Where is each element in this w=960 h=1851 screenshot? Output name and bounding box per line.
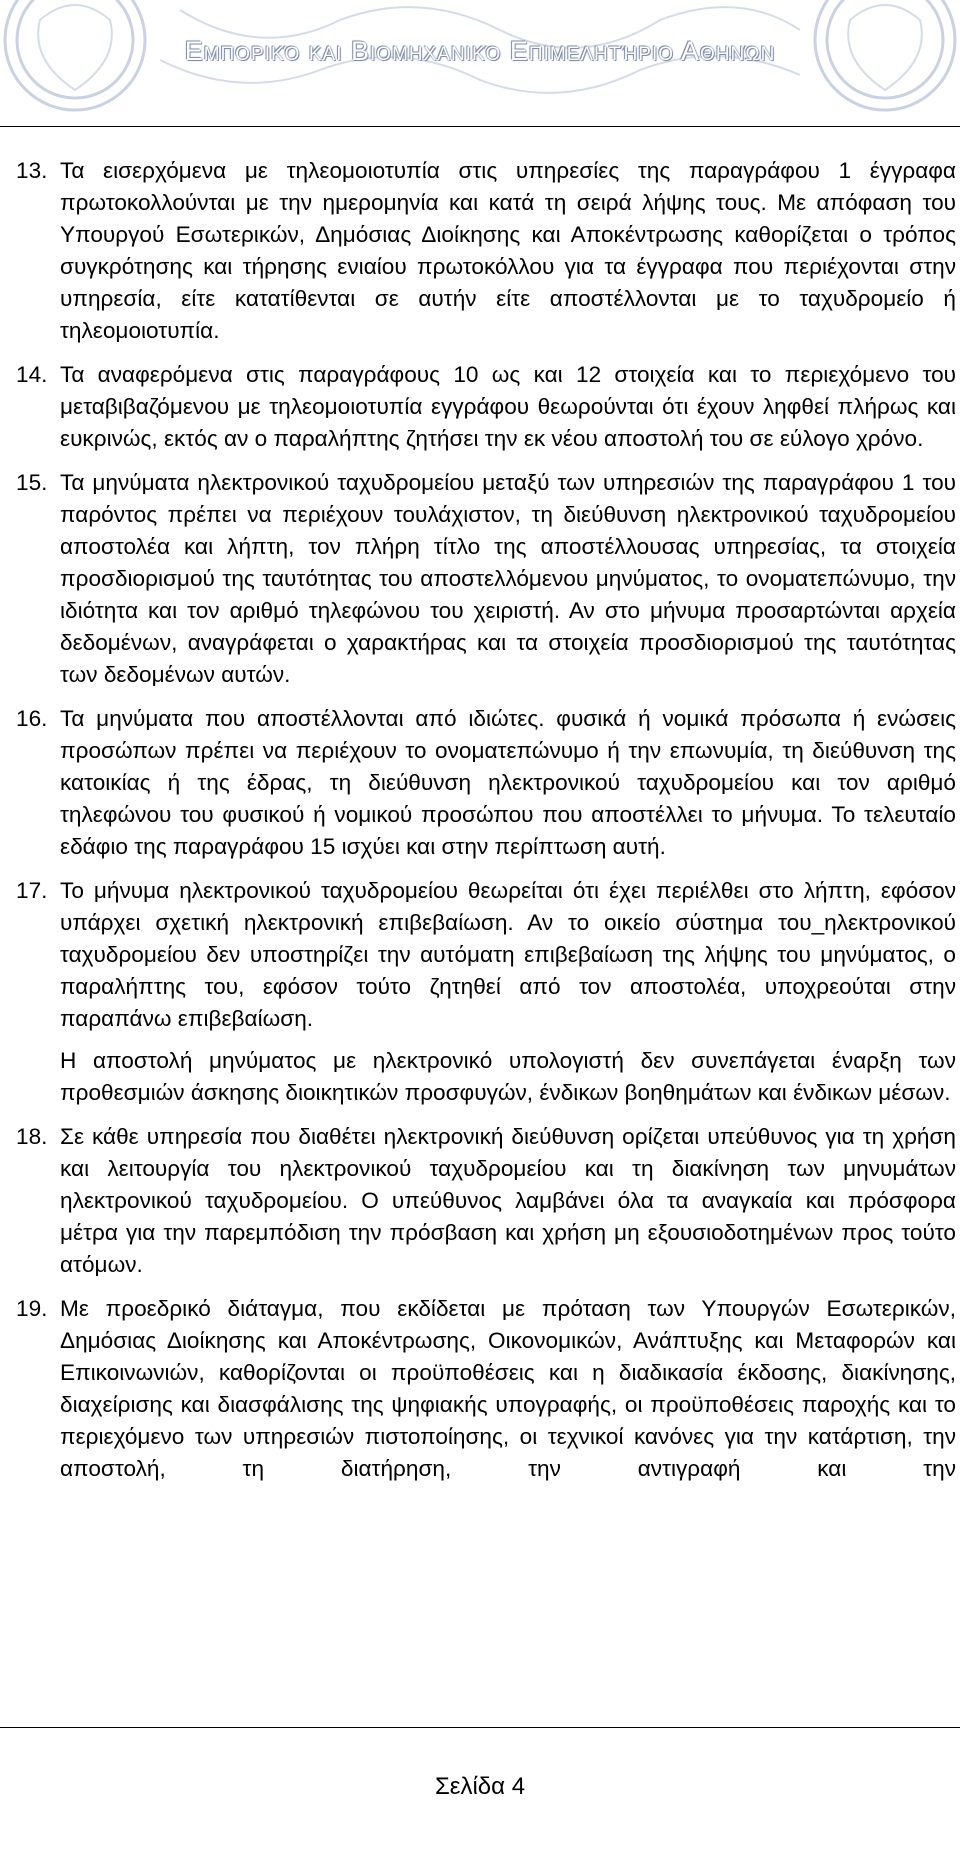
- item-number: 14.: [16, 362, 48, 387]
- item-continuation-text: Η αποστολή μηνύματος με ηλεκτρονικό υπολογιστή δεν συνεπάγεται έναρξη των προθεσμιών άσκησης διοικητικών προσφυγών, ένδικων βοηθημάτων και ένδικων μέσων.: [60, 1048, 956, 1105]
- item-number: 15.: [16, 470, 48, 495]
- item-text: Τα αναφερόμενα στις παραγράφους 10 ως και 12 στοιχεία και το περιεχόμενο του μεταβιβαζόμενου με τηλεομοιοτυπία εγγράφου θεωρούνται ότι έχουν ληφθεί πλήρως και ευκρινώς, εκτός αν ο παραλήπτης ζητήσει την εκ νέου αποστολή του σε εύλογο χρόνο.: [60, 362, 956, 451]
- item-text: Με προεδρικό διάταγμα, που εκδίδεται με πρόταση των Υπουργών Εσωτερικών, Δημόσιας Διοίκησης και Αποκέντρωσης, Οικονομικών, Ανάπτυξης και Μεταφορών και Επικοινωνιών, καθορίζονται οι προϋποθέσεις και η διαδικασία έκδοσης, διακίνησης, διαχείρισης και διασφάλισης της ψηφιακής υπογραφής, οι προϋποθέσεις παροχής και το περιεχόμενο των υπηρεσιών πιστοποίησης, οι τεχνικοί κανόνες για την κατάρτιση, την αποστολή, τη διατήρηση, την αντιγραφή και την: [60, 1296, 956, 1481]
- item-text: Τα μηνύματα ηλεκτρονικού ταχυδρομείου μεταξύ των υπηρεσιών της παραγράφου 1 του παρόντος πρέπει να περιέχουν τουλάχιστον, τη διεύθυνση ηλεκτρονικού ταχυδρομείου αποστολέα και λήπτη, τον πλήρη τίτλο της αποστέλλουσας υπηρεσίας, τα στοιχεία προσδιορισμού της ταυτότητας του αποστελλόμενου μηνύματος, το ονοματεπώνυμο, την ιδιότητα και τον αριθμό τηλεφώνου του χειριστή. Αν στο μήνυμα προσαρτώνται αρχεία δεδομένων, αναγράφεται ο χαρακτήρας και τα στοιχεία προσδιορισμού της ταυτότητας των δεδομένων αυτών.: [60, 470, 956, 687]
- item-text: Σε κάθε υπηρεσία που διαθέτει ηλεκτρονική διεύθυνση ορίζεται υπεύθυνος για τη χρήση και λειτουργία του ηλεκτρονικού ταχυδρομείου και τη διακίνηση των μηνυμάτων ηλεκτρονικού ταχυδρομείου. Ο υπεύθυνος λαμβάνει όλα τα αναγκαία και πρόσφορα μέτρα για την παρεμπόδιση την πρόσβαση και χρήση μη εξουσιοδοτημένων προς τούτο ατόμων.: [60, 1124, 956, 1277]
- footer-divider: [0, 1727, 960, 1728]
- item-number: 13.: [16, 158, 48, 183]
- page-number: Σελίδα 4: [434, 1773, 526, 1800]
- list-item-continuation: [16, 1045, 956, 1109]
- list-item: [16, 1293, 956, 1485]
- item-number: 18.: [16, 1124, 48, 1149]
- list-item: [16, 155, 956, 347]
- list-item: [16, 1121, 956, 1281]
- item-number: 17.: [16, 878, 48, 903]
- item-text: Τα μηνύματα που αποστέλλονται από ιδιώτες. φυσικά ή νομικά πρόσωπα ή ενώσεις προσώπων πρέπει να περιέχουν το ονοματεπώνυμο ή την επωνυμία, τη διεύθυνση της κατοικίας ή της έδρας, τη διεύθυνση ηλεκτρονικού ταχυδρομείου και τον αριθμό τηλεφώνου του φυσικού ή νομικού προσώπου που αποστέλλει το μήνυμα. Το τελευταίο εδάφιο της παραγράφου 15 ισχύει και στην περίπτωση αυτή.: [60, 706, 956, 859]
- item-number: 16.: [16, 706, 48, 731]
- header-title: Εμπορικό και Βιομηχανικό Επιμελητήριο Αθηνών: [184, 36, 776, 66]
- list-item: [16, 703, 956, 863]
- item-text: Τα εισερχόμενα με τηλεομοιοτυπία στις υπηρεσίες της παραγράφου 1 έγγραφα πρωτοκολλούνται με την ημερομηνία και κατά τη σειρά λήψης τους. Με απόφαση του Υπουργού Εσωτερικών, Δημόσιας Διοίκησης και Αποκέντρωσης καθορίζεται ο τρόπος συγκρότησης και τήρησης ενιαίου πρωτοκόλλου για τα έγγραφα που περιέχονται στην υπηρεσία, είτε κατατίθενται σε αυτήν είτε αποστέλλονται με το ταχυδρομείο ή τηλεομοιοτυπία.: [60, 158, 956, 343]
- item-text: Το μήνυμα ηλεκτρονικού ταχυδρομείου θεωρείται ότι έχει περιέλθει στο λήπτη, εφόσον υπάρχει σχετική ηλεκτρονική επιβεβαίωση. Αν το οικείο σύστημα του_ηλεκτρονικού ταχυδρομείου δεν υποστηρίζει την αυτόματη επιβεβαίωση της λήψης του μηνύματος, ο παραλήπτης του, εφόσον τούτο ζητηθεί από τον αποστολέα, υποχρεούται στην παραπάνω επιβεβαίωση.: [60, 878, 956, 1031]
- item-number: 19.: [16, 1296, 48, 1321]
- page-header: [0, 0, 960, 128]
- list-item: [16, 359, 956, 455]
- list-item: [16, 875, 956, 1035]
- list-item: [16, 467, 956, 691]
- document-body: [16, 155, 956, 1497]
- header-divider: [0, 126, 960, 127]
